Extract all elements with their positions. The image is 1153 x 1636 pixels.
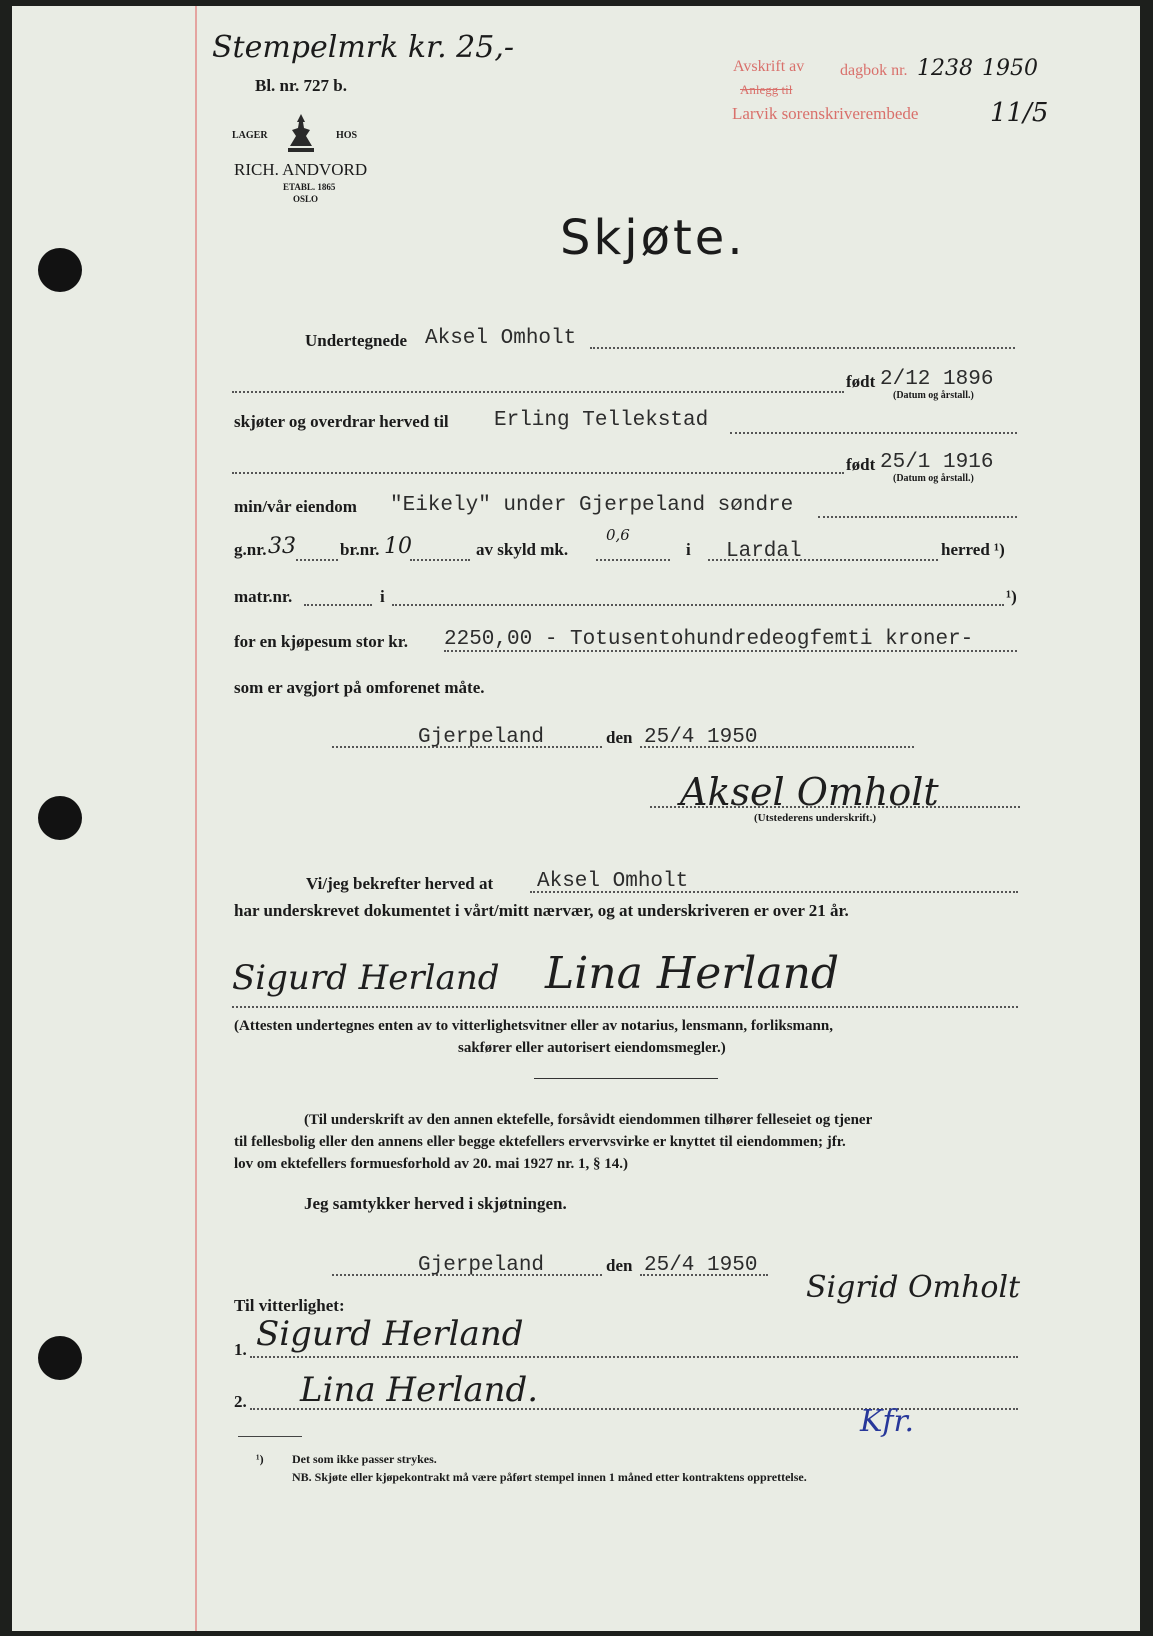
label-in: i: [686, 540, 691, 559]
dotted-line: [232, 1006, 1018, 1008]
registry-year: 1950: [982, 56, 1038, 81]
witness-number-2: 2.: [234, 1392, 247, 1411]
witness-signature-2: Lina Herland: [545, 948, 840, 999]
publisher-name: RICH. ANDVORD: [234, 160, 368, 179]
dotted-line: [650, 806, 1020, 808]
dotted-line: [640, 746, 914, 748]
punch-hole: [38, 248, 82, 292]
label-skyld: av skyld mk.: [476, 540, 569, 559]
footnote-line-1: Det som ikke passer strykes.: [292, 1452, 437, 1466]
spouse-date: 25/4 1950: [644, 1254, 758, 1277]
dotted-line: [818, 516, 1017, 518]
witness-signature-1: Sigurd Herland: [232, 958, 500, 998]
dotted-line: [250, 1356, 1018, 1358]
seller-name: Aksel Omholt: [425, 327, 577, 350]
clerk-initials: Kfr.: [860, 1404, 915, 1439]
label-undersigned: Undertegnede: [305, 331, 407, 350]
label-den: den: [606, 1256, 633, 1275]
born-hint: (Datum og årstall.): [893, 473, 974, 484]
herred-value: Lardal: [726, 540, 802, 563]
label-matr: matr.nr.: [234, 587, 293, 606]
label-price: for en kjøpesum stor kr.: [234, 632, 408, 651]
brnr-value: 10: [384, 534, 412, 559]
publisher-lager: LAGER: [232, 130, 268, 141]
publisher-city: OSLO: [293, 194, 319, 204]
attestation-prefix: Vi/jeg bekrefter herved at: [306, 874, 494, 893]
document-title: Skjøte.: [560, 210, 746, 266]
registry-stamp-struck: Anlegg til: [740, 82, 793, 97]
footnote-mark: ¹): [256, 1452, 264, 1466]
label-settled: som er avgjort på omforenet måte.: [234, 678, 485, 697]
punch-hole: [38, 1336, 82, 1380]
spouse-note-1: (Til underskrift av den annen ektefelle, forsåvidt eiendommen tilhører felleseiet og tjener: [304, 1112, 873, 1128]
witness-line-signature-2: Lina Herland.: [300, 1370, 539, 1410]
attested-signer: Aksel Omholt: [537, 870, 689, 893]
dotted-line: [640, 1274, 768, 1276]
registry-stamp-office: Larvik sorenskriverembede: [732, 104, 919, 123]
dotted-line: [304, 604, 372, 606]
dotted-line: [596, 559, 670, 561]
buyer-born-date: 25/1 1916: [880, 451, 994, 474]
margin-rule: [195, 6, 197, 1631]
footnote-line-2: NB. Skjøte eller kjøpekontrakt må være påført stempel innen 1 måned etter kontraktens opprettelse.: [292, 1470, 807, 1484]
dotted-line: [232, 391, 844, 393]
spouse-note-2: til fellesbolig eller den annens eller begge ektefellers ervervsvirke er knyttet til eiendommen; jfr.: [234, 1134, 846, 1150]
footnote-rule: [238, 1436, 302, 1437]
label-brnr: br.nr.: [340, 540, 380, 559]
attestation-note-1: (Attesten undertegnes enten av to vitterlighetsvitner eller av notarius, lensmann, forliksmann,: [234, 1018, 833, 1034]
spouse-consent: Jeg samtykker herved i skjøtningen.: [304, 1194, 567, 1213]
property-name: "Eikely" under Gjerpeland søndre: [390, 494, 794, 517]
registry-stamp-dagbok: dagbok nr.: [840, 62, 908, 79]
publisher-hos: HOS: [336, 130, 358, 141]
issuer-caption: (Utstederens underskrift.): [754, 812, 877, 824]
divider: [534, 1078, 718, 1079]
born-hint: (Datum og årstall.): [893, 390, 974, 401]
dotted-line: [590, 347, 1015, 349]
dotted-line: [296, 559, 338, 561]
label-matr-in: i: [380, 587, 385, 606]
label-property: min/vår eiendom: [234, 497, 357, 516]
dotted-line: [530, 891, 1018, 893]
buyer-name: Erling Tellekstad: [494, 409, 709, 432]
matr-note: ¹): [1006, 587, 1017, 606]
dotted-line: [708, 559, 938, 561]
publisher-logo: [284, 112, 318, 156]
attestation-note-2: sakfører eller autorisert eiendomsmegler.): [458, 1040, 726, 1056]
dotted-line: [444, 650, 1017, 652]
deed-place: Gjerpeland: [418, 726, 545, 749]
attestation-statement: har underskrevet dokumentet i vårt/mitt nærvær, og at underskriveren er over 21 år.: [234, 901, 849, 920]
label-born: født: [846, 372, 876, 391]
publisher-established: ETABL. 1865: [283, 182, 336, 192]
spouse-note-3: lov om ektefellers formuesforhold av 20. mai 1927 nr. 1, § 14.): [234, 1156, 628, 1172]
dotted-line: [232, 472, 844, 474]
label-den: den: [606, 728, 633, 747]
registry-date: 11/5: [990, 98, 1049, 128]
label-born: født: [846, 455, 876, 474]
skyld-value: 0,6: [606, 526, 630, 544]
purchase-price: 2250,00 - Totusentohundredeogfemti kroner-: [444, 628, 974, 651]
issuer-signature: Aksel Omholt: [680, 770, 939, 814]
punch-hole: [38, 796, 82, 840]
deed-date: 25/4 1950: [644, 726, 758, 749]
registry-stamp-prefix: Avskrift av: [733, 58, 805, 75]
witness-number-1: 1.: [234, 1340, 247, 1359]
dotted-line: [392, 604, 1004, 606]
dotted-line: [730, 432, 1017, 434]
gnr-value: 33: [268, 534, 296, 559]
label-transfers: skjøter og overdrar herved til: [234, 412, 449, 431]
form-number: Bl. nr. 727 b.: [255, 76, 347, 95]
witnesses-label: Til vitterlighet:: [234, 1296, 345, 1315]
label-gnr: g.nr.: [234, 540, 267, 559]
label-herred: herred ¹): [941, 540, 1005, 559]
spouse-place: Gjerpeland: [418, 1254, 545, 1277]
seller-born-date: 2/12 1896: [880, 368, 994, 391]
dotted-line: [410, 559, 470, 561]
stamp-tax-note: Stempelmrk kr. 25,-: [212, 30, 515, 65]
witness-line-signature-1: Sigurd Herland: [256, 1314, 524, 1354]
spouse-signature: Sigrid Omholt: [806, 1270, 1021, 1305]
registry-journal-number: 1238: [917, 56, 973, 81]
